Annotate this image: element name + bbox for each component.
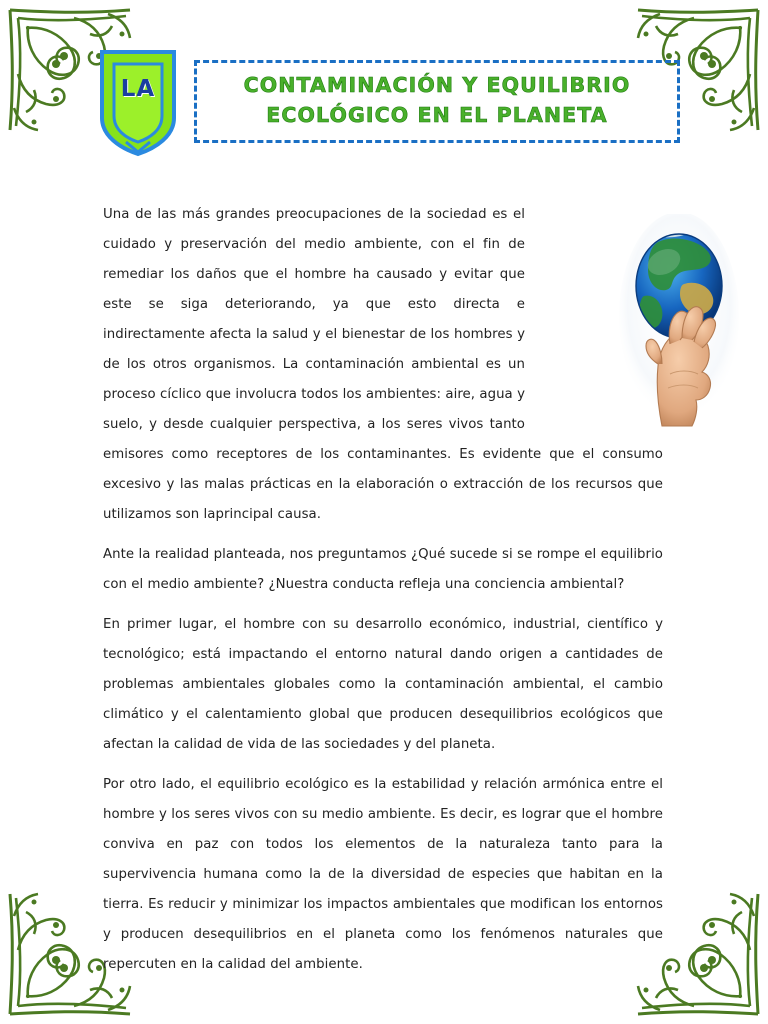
illustration-text-wrap-spacer	[539, 200, 663, 422]
paragraph-2: Ante la realidad planteada, nos preguntamos ¿Qué sucede si se rompe el equilibrio con el medio ambiente? ¿Nuestra conducta refleja una conciencia ambiental?	[103, 547, 663, 592]
page-title	[194, 60, 680, 143]
paragraph-3: En primer lugar, el hombre con su desarrollo económico, industrial, científico y tecnológico; está impactando el entorno natural dando origen a cantidades de problemas ambientales globales como la contaminación ambiental, el cambio climático y el calentamiento global que producen desequilibrios ecológicos que afectan la calidad de vida de las sociedades y del planeta.	[103, 617, 663, 752]
paragraph-1: Una de las más grandes preocupaciones de la sociedad es el cuidado y preservación del medio ambiente, con el fin de remediar los daños que el hombre ha causado y evitar que este se siga deteriorando, ya que esto directa e indirectamente afecta la salud y el bienestar de los hombres y de los otros organismos. La contaminación ambiental es un proceso cíclico que involucra todos los ambientes: aire, agua y suelo, y desde cualquier perspectiva, a los seres vivos tanto emisores como receptores de los contaminantes. Es evidente que el consumo excesivo y las malas prácticas en la elaboración o extracción de los recursos que utilizamos son laprincipal causa.	[103, 207, 663, 522]
shield-badge-icon	[96, 46, 180, 158]
document-header	[96, 44, 680, 160]
page-title-line-2: ECOLÓGICO EN EL PLANETA	[266, 102, 608, 127]
document-body	[103, 200, 663, 990]
badge-label: LA	[120, 76, 156, 102]
page-title-line-1: CONTAMINACIÓN Y EQUILIBRIO	[243, 73, 631, 97]
paragraph-4: Por otro lado, el equilibrio ecológico es la estabilidad y relación armónica entre el hombre y los seres vivos con su medio ambiente. Es decir, es lograr que el hombre conviva en paz con todos los elementos de la naturaleza tanto para la supervivencia humana como la de la diversidad de especies que habitan en la tierra. Es reducir y minimizar los impactos ambientales que modifican los entornos y producen desequilibrios en el planeta como los fenómenos naturales que repercuten en la calidad del ambiente.	[103, 777, 663, 972]
